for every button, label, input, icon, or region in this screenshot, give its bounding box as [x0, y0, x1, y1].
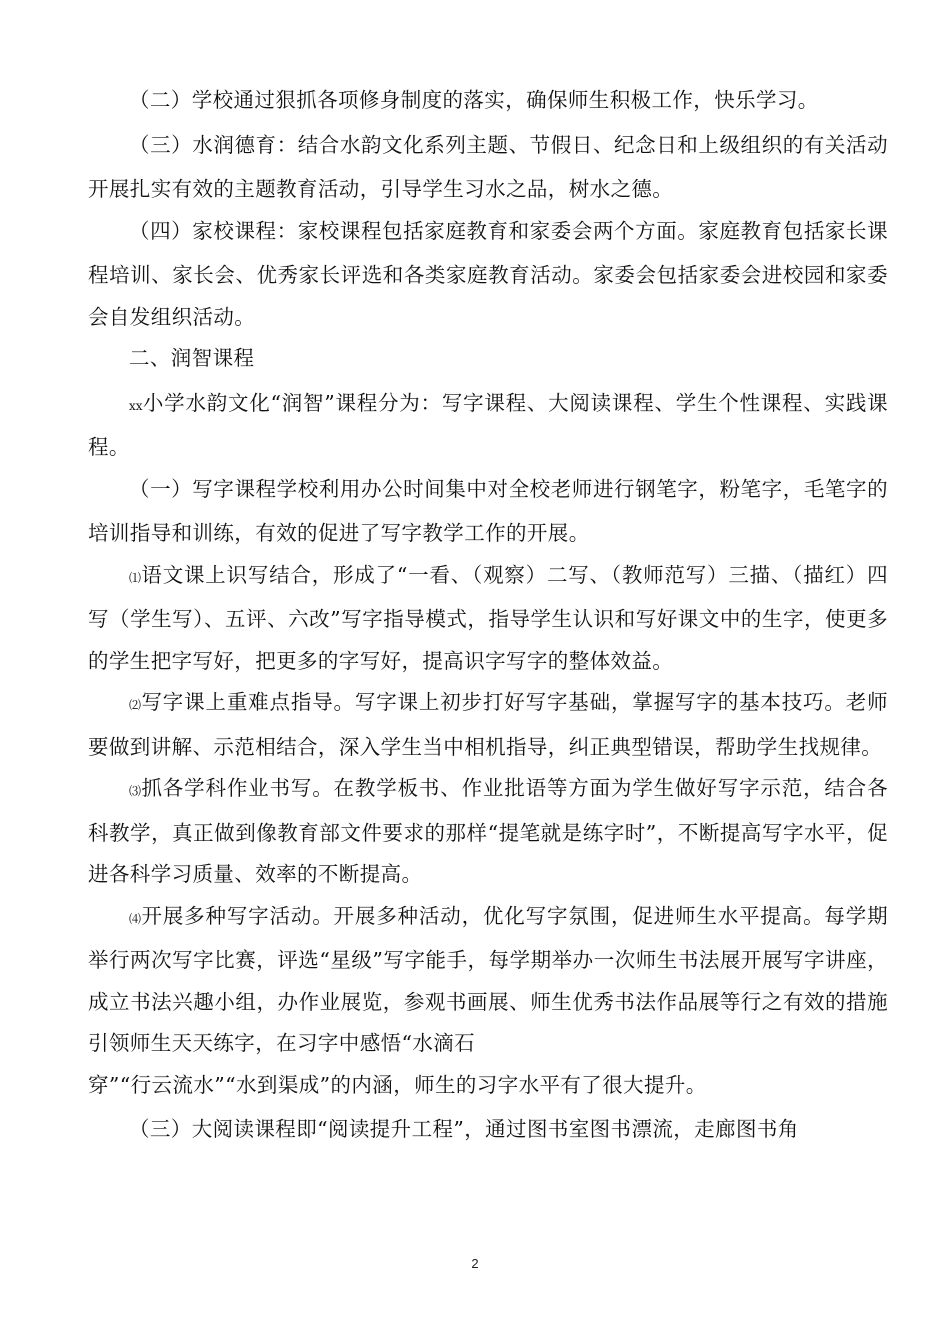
paragraph-text: 小学水韵文化“润智”课程分为：写字课程、大阅读课程、学生个性课程、实践课程。: [88, 390, 888, 459]
paragraph: [88, 1109, 888, 1154]
paragraph-prefix: ⑶: [129, 784, 142, 798]
paragraph-text: 穿”“行云流水”“水到渠成”的内涵，师生的习字水平有了很大提升。: [88, 1072, 707, 1097]
paragraph-text: 开展多种写字活动。开展多种活动，优化写字氛围，促进师生水平提高。每学期举行两次写字比赛，评选“星级”写字能手，每学期举办一次师生书法展开展写字讲座，成立书法兴趣小组，办作业展览，参观书画展、师生优秀书法作品展等行之有效的措施引领师生天天练字，在习字中感悟“水滴石: [88, 903, 888, 1055]
paragraph-text: （二）学校通过狠抓各项修身制度的落实，确保师生积极工作，快乐学习。: [129, 88, 819, 112]
paragraph: [88, 80, 888, 125]
paragraph-prefix: xx: [129, 398, 143, 413]
paragraph-text: 写字课上重难点指导。写字课上初步打好写字基础，掌握写字的基本技巧。老师要做到讲解、示范相结合，深入学生当中相机指导，纠正典型错误，帮助学生找规律。: [88, 690, 888, 759]
section-heading: [88, 338, 888, 383]
paragraph-text: 抓各学科作业书写。在教学板书、作业批语等方面为学生做好写字示范，结合各科教学，真正做到像教育部文件要求的那样“提笔就是练字时”，不断提高写字水平，促进各科学习质量、效率的不断提高。: [88, 776, 888, 886]
paragraph: [88, 469, 888, 555]
paragraph-prefix: ⑵: [129, 698, 142, 712]
paragraph: [88, 555, 888, 683]
paragraph-text: （三）水润德育：结合水韵文化系列主题、节假日、纪念日和上级组织的有关活动开展扎实有效的主题教育活动，引导学生习水之品，树水之德。: [88, 132, 888, 201]
paragraph: [88, 211, 888, 339]
paragraph: [88, 682, 888, 768]
paragraph-text: 二、润智课程: [129, 346, 255, 370]
paragraph: [88, 383, 888, 469]
paragraph-text: 语文课上识写结合，形成了“一看、（观察）二写、（教师范写）三描、（描红）四写（学生写）、五评、六改”写字指导模式，指导学生认识和写好课文中的生字，使更多的学生把字写好，把更多的字写好，提高识字写字的整体效益。: [88, 562, 888, 673]
paragraph-text: （四）家校课程：家校课程包括家庭教育和家委会两个方面。家庭教育包括家长课程培训、家长会、优秀家长评选和各类家庭教育活动。家委会包括家委会进校园和家委会自发组织活动。: [88, 218, 888, 329]
paragraph-prefix: ⑷: [129, 911, 142, 926]
paragraph-continuation: [88, 1065, 888, 1110]
paragraph-prefix: ⑴: [129, 570, 142, 585]
document-body: [88, 80, 888, 1154]
paragraph-text: （三）大阅读课程即“阅读提升工程”，通过图书室图书漂流，走廊图书角: [129, 1117, 799, 1141]
paragraph: [88, 768, 888, 896]
paragraph: [88, 125, 888, 211]
paragraph: [88, 896, 888, 1065]
paragraph-text: （一）写字课程学校利用办公时间集中对全校老师进行钢笔字，粉笔字，毛笔字的培训指导和训练，有效的促进了写字教学工作的开展。: [88, 476, 888, 545]
page-number: 2: [471, 1256, 479, 1271]
